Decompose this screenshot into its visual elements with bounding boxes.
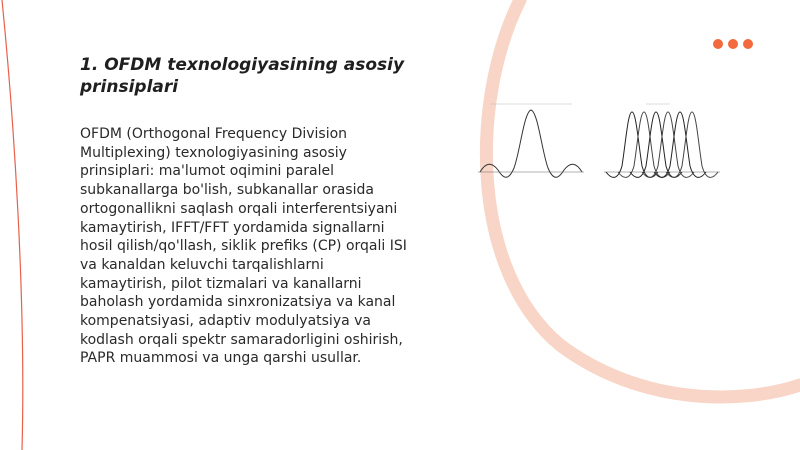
subcarrier-curve bbox=[642, 112, 694, 177]
subcarrier-curve bbox=[666, 112, 718, 177]
subcarriers-plot bbox=[604, 104, 720, 177]
single-sinc-plot bbox=[478, 104, 584, 177]
slide-title: 1. OFDM texnologiyasining asosiy prinsiplari bbox=[80, 55, 405, 97]
subcarrier-curve bbox=[654, 112, 706, 177]
slide-body: OFDM (Orthogonal Frequency Division Multiplexing) texnologiyasining asosiy prinsiplari: ma'lumot oqimini paralel subkanallarga bo'lish, subkanallar orasida ortogonallikni saqlash orqali interferentsiyani kamaytirish, IFFT/FFT yordamida signallarni hosil qilish/qo'llash, siklik prefiks (CP) orqali ISI va kanaldan keluvchi tarqalishlarni kamaytirish, pilot tizmalari va kanallarni baholash yordamida sinxronizatsiya va kanal kompenatsiyasi, adaptiv modulyatsiya va kodlash orqali spektr samaradorligini oshirish, PAPR muammosi va unga qarshi usullar. bbox=[80, 126, 407, 367]
decorative-dots bbox=[713, 39, 753, 49]
right-arc bbox=[486, 0, 800, 397]
subcarrier-curve bbox=[630, 112, 682, 177]
subcarrier-curve bbox=[618, 112, 670, 177]
dot-icon bbox=[728, 39, 738, 49]
ofdm-spectrum-figure bbox=[476, 100, 726, 186]
dot-icon bbox=[743, 39, 753, 49]
subcarrier-curve bbox=[606, 112, 658, 177]
sinc-curve bbox=[480, 110, 582, 177]
left-edge-curve bbox=[2, 0, 23, 450]
dot-icon bbox=[713, 39, 723, 49]
